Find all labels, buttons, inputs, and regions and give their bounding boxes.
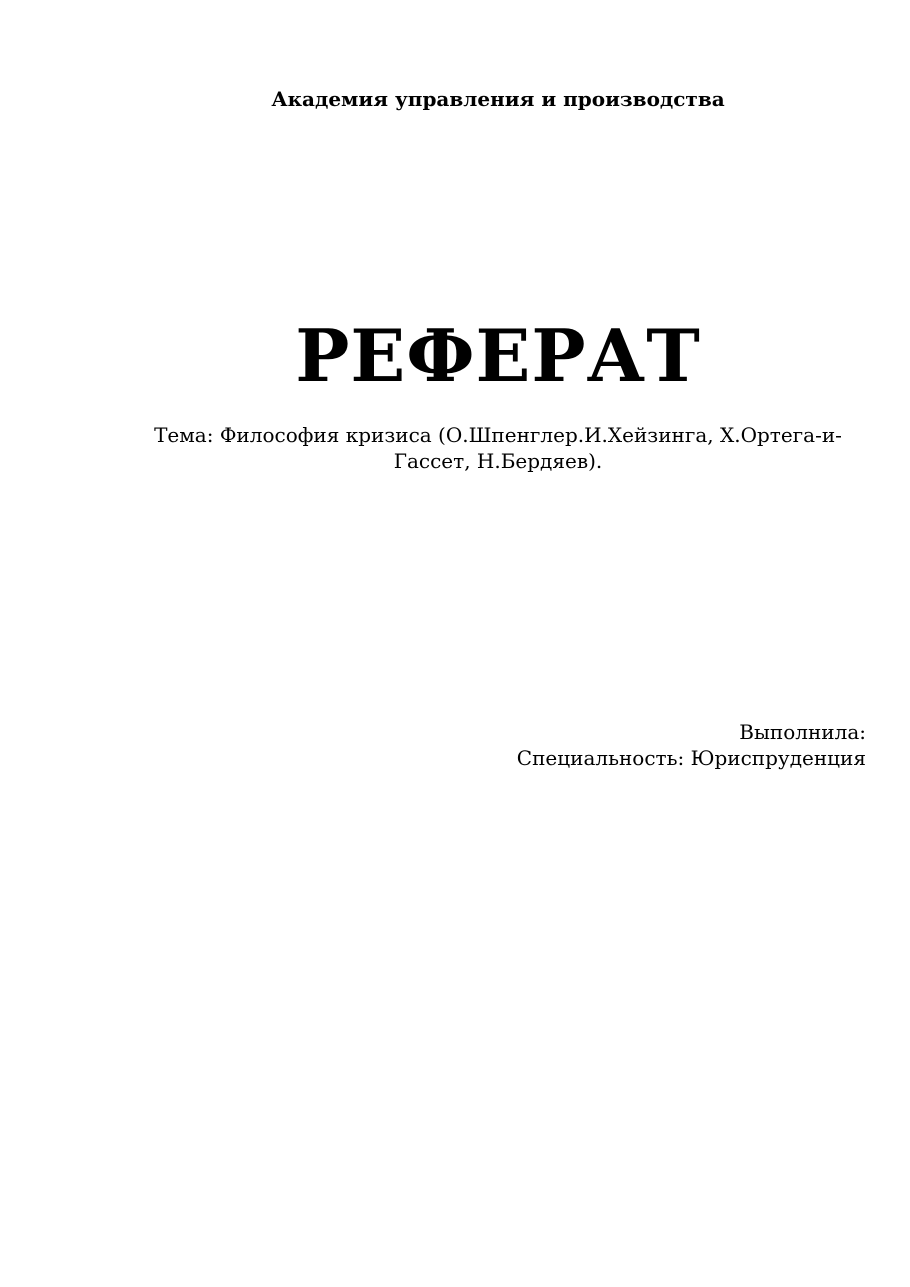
author-block [266,719,866,771]
topic-line-1: Тема: Философия кризиса (О.Шпенглер.И.Хейзинга, Х.Ортега-и- [154,423,842,447]
performed-by-label: Выполнила: [739,720,866,744]
specialty-line: Специальность: Юриспруденция [516,746,866,770]
institution-name: Академия управления и производства [271,87,725,111]
topic-block [130,422,866,474]
document-type-heading: РЕФЕРАТ [295,313,701,398]
topic-line-2: Гассет, Н.Бердяев). [393,449,603,473]
